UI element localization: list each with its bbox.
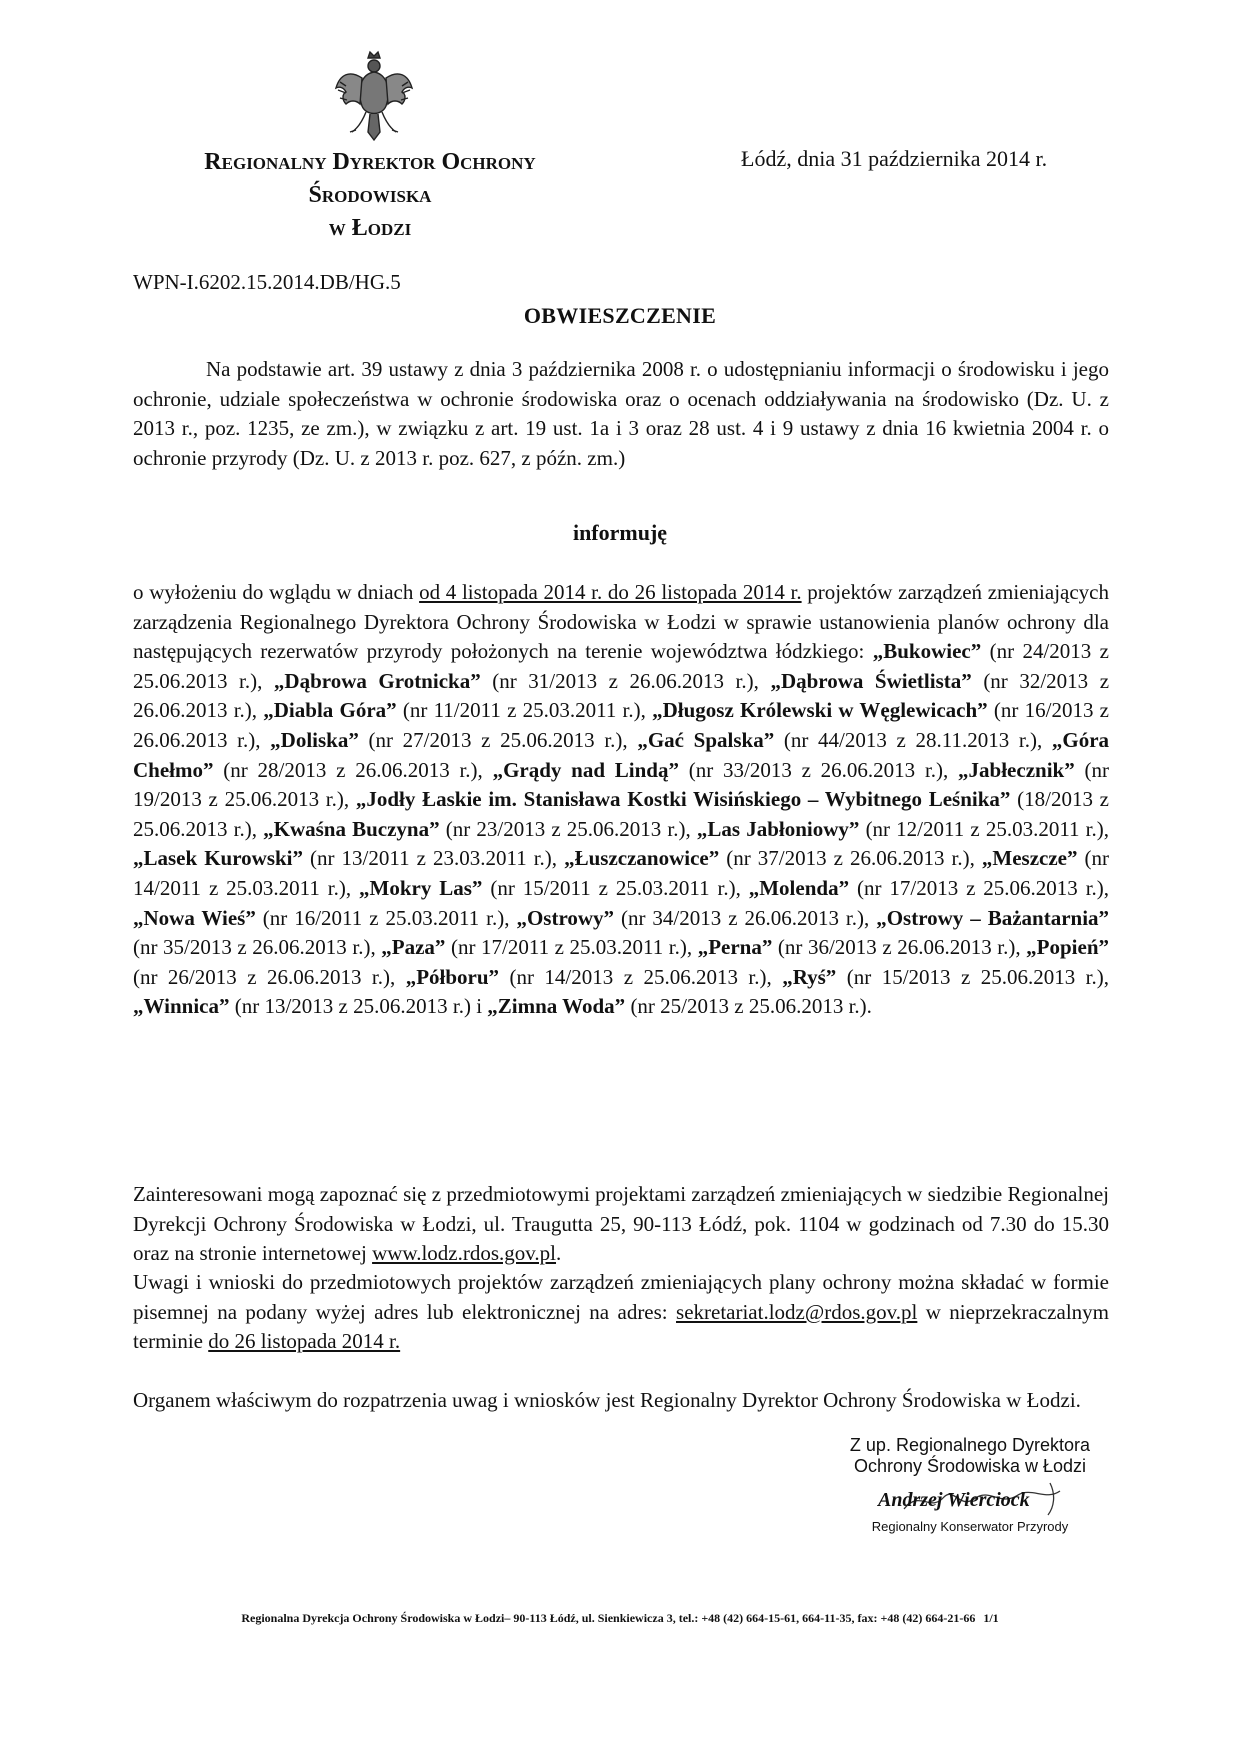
reserve-ref: (nr 34/2013 z 26.06.2013 r.), — [621, 905, 870, 930]
issuer-line-3: w Łodzi — [328, 215, 412, 241]
reserve-ref: (nr 13/2013 z 25.06.2013 r.) i — [234, 994, 483, 1019]
reserve-ref: (nr 15/2011 z 25.03.2011 r.), — [490, 875, 741, 900]
reserve-ref: (nr 14/2011 z 25.03.2011 r.), — [133, 846, 1110, 900]
website-link[interactable]: www.lodz.rdos.gov.pl — [372, 1241, 557, 1266]
reserve-name: „Nowa Wieś” — [133, 905, 256, 930]
place-date: Łódź, dnia 31 października 2014 r. — [741, 146, 1048, 171]
reserve-name: „Doliska” — [270, 727, 359, 752]
reserve-item — [564, 846, 975, 870]
informuje-heading: informuję — [572, 520, 668, 545]
reserve-item — [133, 906, 509, 930]
reserve-name: „Molenda” — [748, 875, 850, 900]
reserve-name: „Diabla Góra” — [263, 698, 397, 723]
reserve-item — [133, 846, 557, 870]
reserve-name: „Ostrowy” — [516, 905, 615, 930]
reserve-name: „Półboru” — [405, 964, 500, 989]
reserve-name: „Jabłecznik” — [958, 757, 1075, 782]
reserve-ref: (nr 17/2013 z 25.06.2013 r.), — [856, 875, 1110, 900]
issuer-name — [120, 146, 620, 245]
reserve-name: „Zimna Woda” — [487, 994, 626, 1019]
reserve-ref: (nr 37/2013 z 26.06.2013 r.), — [726, 846, 975, 871]
comments-middle: w nieprzekraczalnym terminie — [133, 1299, 1109, 1354]
reserve-name: „Mokry Las” — [359, 875, 483, 900]
reserve-item — [359, 876, 741, 900]
case-reference: WPN-I.6202.15.2014.DB/HG.5 — [133, 270, 401, 294]
reserve-item — [516, 906, 869, 930]
reserve-name: „Kwaśna Buczyna” — [263, 816, 440, 841]
reserve-name: „Grądy nad Lindą” — [492, 757, 679, 782]
issuer-line-2: Środowiska — [308, 182, 432, 208]
comments-text: Uwagi i wnioski do przedmiotowych projektów zarządzeń zmieniających plany ochrony można składać w formie pisemnej na podany wyżej adres lub elektronicznej na adres: — [133, 1270, 1109, 1324]
reserve-ref: (nr 12/2011 z 25.03.2011 r.), — [865, 816, 1110, 841]
reserve-name: „Dąbrowa Świetlista” — [770, 668, 972, 693]
reserve-item — [493, 758, 949, 782]
signature-area — [830, 1485, 1110, 1515]
reserve-ref: (nr 35/2013 z 26.06.2013 r.), — [133, 935, 376, 960]
reserve-ref: (nr 32/2013 z 26.06.2013 r.), — [133, 668, 1110, 723]
main-after-period: projektów zarządzeń zmieniających zarządzenia Regionalnego Dyrektora Ochrony Środowiska w Łodzi w sprawie ustanowienia planów ochrony dla następujących rezerwatów przyrody położonych na terenie województwa łódzkiego: — [133, 580, 1110, 664]
legal-basis-paragraph: Na podstawie art. 39 ustawy z dnia 3 października 2008 r. o udostępnianiu informacji o środowisku i jego ochronie, udziale społeczeństwa w ochronie środowiska oraz o ocenach oddziaływania na środowisko (Dz. U. z 2013 r., poz. 1235, ze zm.), w związku z art. 19 ust. 1a i 3 oraz 28 ust. 4 i 9 ustawy z dnia 16 kwietnia 2004 r. o ochronie przyrody (Dz. U. z 2013 r. poz. 627, z późn. zm.) — [133, 357, 1109, 470]
reserve-list — [133, 639, 1109, 1018]
reserve-name: „Ryś” — [782, 964, 837, 989]
reserve-ref: (nr 14/2013 z 25.06.2013 r.), — [509, 964, 772, 989]
reserve-item — [487, 994, 872, 1018]
footer-address: Regionalna Dyrekcja Ochrony Środowiska w Łodzi– 90-113 Łódź, ul. Sienkiewicza 3, tel.: +48 (42) 664-15-61, 664-11-35, fax: +48 (42) 664-21-66 — [241, 1611, 976, 1625]
reserve-name: „Meszcze” — [981, 846, 1078, 871]
reserve-name: „Ostrowy – Bażantarnia” — [876, 905, 1110, 930]
authority-paragraph: Organem właściwym do rozpatrzenia uwag i wniosków jest Regionalny Dyrektor Ochrony Środowiska w Łodzi. — [133, 1388, 1081, 1412]
reserve-ref: (nr 36/2013 z 26.06.2013 r.), — [777, 935, 1021, 960]
reserve-ref: (nr 23/2013 z 25.06.2013 r.), — [445, 816, 691, 841]
stamp-line-2: Ochrony Środowiska w Łodzi — [853, 1456, 1087, 1476]
access-paragraph — [133, 1180, 1109, 1269]
reserve-name: „Jodły Łaskie im. Stanisława Kostki Wisińskiego – Wybitnego Leśnika” — [355, 787, 1011, 812]
reserve-name: „Las Jabłoniowy” — [696, 816, 860, 841]
reserve-item — [782, 965, 1109, 989]
reserve-ref: (nr 15/2013 z 25.06.2013 r.), — [846, 964, 1110, 989]
reserve-item — [263, 698, 646, 722]
reserve-name: „Bukowiec” — [872, 639, 982, 664]
access-end: . — [556, 1241, 562, 1266]
reserve-ref: (nr 27/2013 z 25.06.2013 r.), — [368, 727, 628, 752]
reserve-ref: (nr 16/2011 z 25.03.2011 r.), — [262, 905, 510, 930]
main-lead: o wyłożeniu do wglądu w dniach — [133, 580, 414, 604]
reserve-name: „Perna” — [697, 935, 773, 960]
reserve-ref: (nr 11/2011 z 25.03.2011 r.), — [402, 698, 646, 723]
reserve-item — [698, 935, 1021, 959]
reserve-item — [381, 935, 692, 959]
reserve-name: „Łuszczanowice” — [564, 846, 720, 871]
reserve-name: „Gać Spalska” — [637, 727, 775, 752]
issuer-line-1: Regionalny Dyrektor Ochrony — [204, 149, 536, 175]
reserve-item — [697, 817, 1109, 841]
comments-deadline: do 26 listopada 2014 r. — [208, 1329, 401, 1354]
signatory-position: Regionalny Konserwator Przyrody — [871, 1519, 1069, 1534]
reserve-name: „Popień” — [1026, 935, 1110, 960]
reserve-name: „Lasek Kurowski” — [133, 846, 304, 871]
reserve-ref: (nr 28/2013 z 26.06.2013 r.), — [223, 757, 483, 782]
reserve-ref: (nr 44/2013 z 28.11.2013 r.), — [783, 727, 1043, 752]
reserve-ref: (nr 33/2013 z 26.06.2013 r.), — [688, 757, 949, 782]
reserve-ref: (nr 13/2011 z 23.03.2011 r.), — [310, 846, 558, 871]
document-title: OBWIESZCZENIE — [523, 303, 717, 328]
consultation-period: od 4 listopada 2014 r. do 26 listopada 2014 r. — [419, 580, 802, 604]
eagle-emblem-icon — [332, 48, 416, 144]
reserve-ref: (nr 31/2013 z 26.06.2013 r.), — [492, 668, 759, 693]
main-paragraph — [133, 578, 1109, 1022]
access-text: Zainteresowani mogą zapoznać się z przedmiotowymi projektami zarządzeń zmieniających w siedzibie Regionalnej Dyrekcji Ochrony Środowiska w Łodzi, ul. Traugutta 25, 90-113 Łódź, pok. 1104 w godzinach od 7.30 do 15.30 oraz na stronie internetowej — [133, 1182, 1109, 1266]
page-footer — [0, 1611, 1240, 1626]
signature-stamp — [830, 1435, 1110, 1534]
reserve-name: „Długosz Królewski w Węglewicach” — [652, 698, 988, 723]
email-link[interactable]: sekretariat.lodz@rdos.gov.pl — [676, 1299, 918, 1324]
comments-paragraph — [133, 1268, 1109, 1357]
reserve-item — [406, 965, 772, 989]
signatory-name: Andrzej Wierciock — [878, 1489, 1030, 1511]
reserve-item — [749, 876, 1109, 900]
reserve-item — [133, 994, 482, 1018]
stamp-line-1: Z up. Regionalnego Dyrektora — [849, 1435, 1091, 1455]
reserve-ref: (nr 16/2013 z 26.06.2013 r.), — [133, 698, 1109, 752]
reserve-item — [270, 728, 627, 752]
reserve-ref: (18/2013 z 25.06.2013 r.), — [133, 787, 1109, 841]
reserve-name: „Winnica” — [133, 994, 230, 1019]
reserve-ref: (nr 17/2011 z 25.03.2011 r.), — [450, 935, 693, 960]
reserve-name: „Paza” — [381, 935, 446, 960]
reserve-name: „Góra Chełmo” — [133, 727, 1110, 782]
reserve-item — [274, 669, 759, 693]
reserve-ref: (nr 26/2013 z 26.06.2013 r.), — [133, 964, 396, 989]
reserve-item — [637, 728, 1042, 752]
reserve-ref: (nr 24/2013 z 25.06.2013 r.), — [133, 639, 1109, 693]
reserve-ref: (nr 19/2013 z 25.06.2013 r.), — [133, 757, 1109, 812]
reserve-item — [263, 817, 691, 841]
page-number: 1/1 — [983, 1611, 999, 1625]
reserve-name: „Dąbrowa Grotnicka” — [273, 668, 481, 693]
reserve-ref: (nr 25/2013 z 25.06.2013 r.). — [630, 994, 872, 1019]
